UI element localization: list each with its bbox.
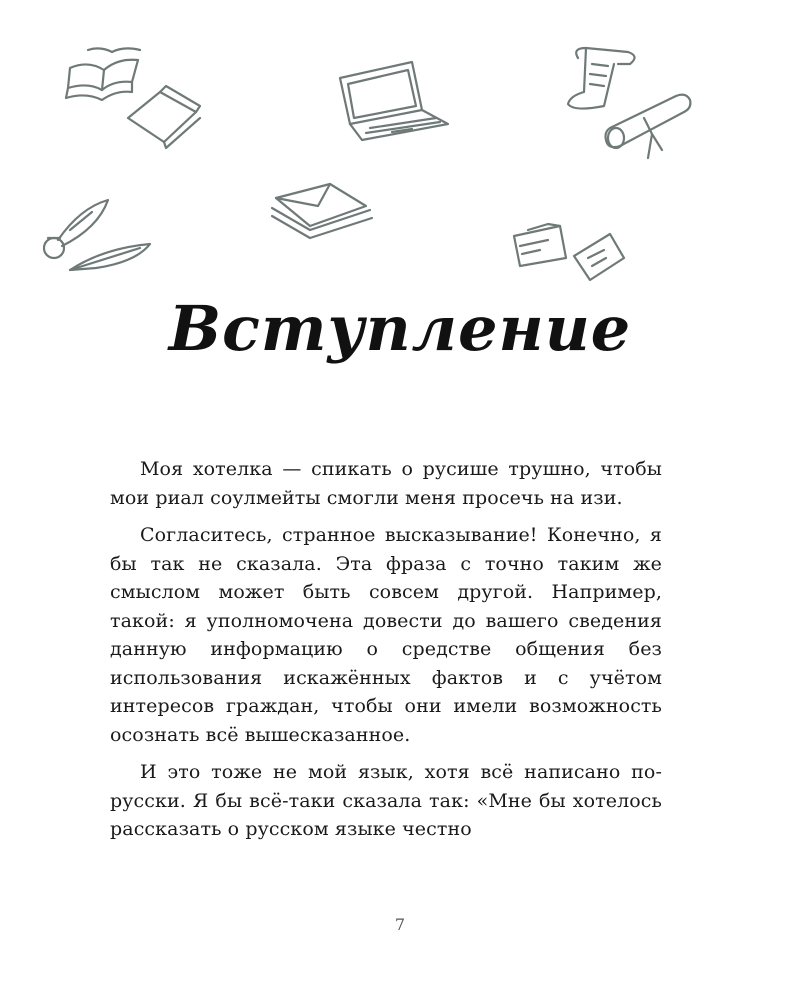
open-book-icon [66, 48, 140, 100]
chapter-title: Вступление [168, 292, 632, 365]
feather-pen-icon [70, 244, 150, 270]
page-number: 7 [394, 915, 406, 934]
paragraph: Согласитесь, странное высказывание! Конечно, я бы так не сказала. Эта фраза с точно таким же смыслом может быть совсем другой. Например, такой: я уполномочена довести до вашего сведения данную информацию о средстве общения без использования искажённых фактов и с учётом интересов граждан, чтобы они имели возможность осознать всё вышесказанное. [110, 524, 662, 746]
id-card-icon [574, 234, 624, 280]
body-text [110, 455, 662, 853]
decorative-doodles [0, 0, 800, 300]
paragraph: Моя хотелка — спикать о русише трушно, чтобы мои риал соулмейты смогли меня просечь на изи. [110, 458, 662, 509]
paragraph: И это тоже не мой язык, хотя всё написано по-русски. Я бы всё-таки сказала так: «Мне бы хотелось рассказать о русском языке честно [110, 761, 662, 840]
diploma-scroll-icon [606, 95, 691, 158]
laptop-icon [340, 62, 448, 140]
scroll-icon [568, 48, 635, 109]
card-folder-icon [514, 224, 566, 266]
quill-inkwell-icon [44, 200, 108, 258]
envelopes-icon [272, 184, 372, 238]
notebook-icon [128, 86, 200, 148]
